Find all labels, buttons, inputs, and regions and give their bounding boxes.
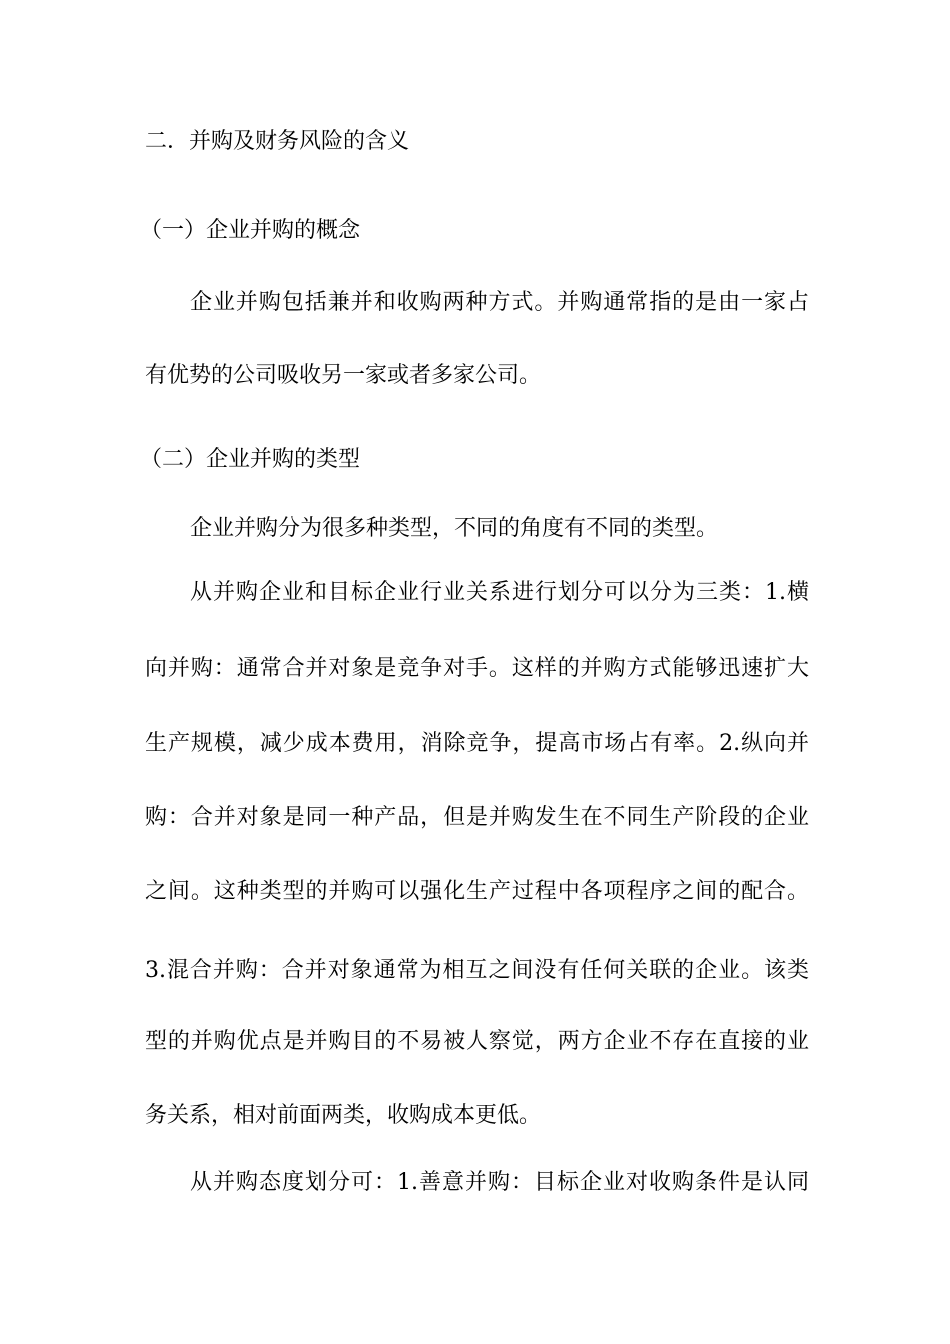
paragraph-line: 有优势的公司吸收另一家或者多家公司。	[145, 363, 542, 388]
paragraph-line: 3.混合并购：合并对象通常为相互之间没有任何关联的企业。该类	[145, 958, 809, 983]
paragraph-line: 从并购态度划分可：1.善意并购：目标企业对收购条件是认同	[190, 1170, 809, 1195]
paragraph-line: 生产规模，减少成本费用，消除竞争，提高市场占有率。2.纵向并	[145, 731, 809, 756]
paragraph-line: 型的并购优点是并购目的不易被人察觉，两方企业不存在直接的业	[145, 1029, 809, 1054]
paragraph-line: 向并购：通常合并对象是竞争对手。这样的并购方式能够迅速扩大	[145, 656, 809, 681]
paragraph-line: 从并购企业和目标企业行业关系进行划分可以分为三类：1.横	[190, 580, 809, 605]
paragraph-line: 企业并购分为很多种类型，不同的角度有不同的类型。	[190, 516, 719, 541]
subheading-concept: （一）企业并购的概念	[140, 218, 361, 243]
paragraph-line: 务关系，相对前面两类，收购成本更低。	[145, 1103, 542, 1128]
paragraph-line: 之间。这种类型的并购可以强化生产过程中各项程序之间的配合。	[145, 879, 809, 904]
subheading-types: （二）企业并购的类型	[140, 447, 361, 472]
paragraph-line: 企业并购包括兼并和收购两种方式。并购通常指的是由一家占	[190, 290, 809, 315]
paragraph-line: 购：合并对象是同一种产品，但是并购发生在不同生产阶段的企业	[145, 805, 809, 830]
section-heading: 二．并购及财务风险的含义	[145, 129, 410, 154]
